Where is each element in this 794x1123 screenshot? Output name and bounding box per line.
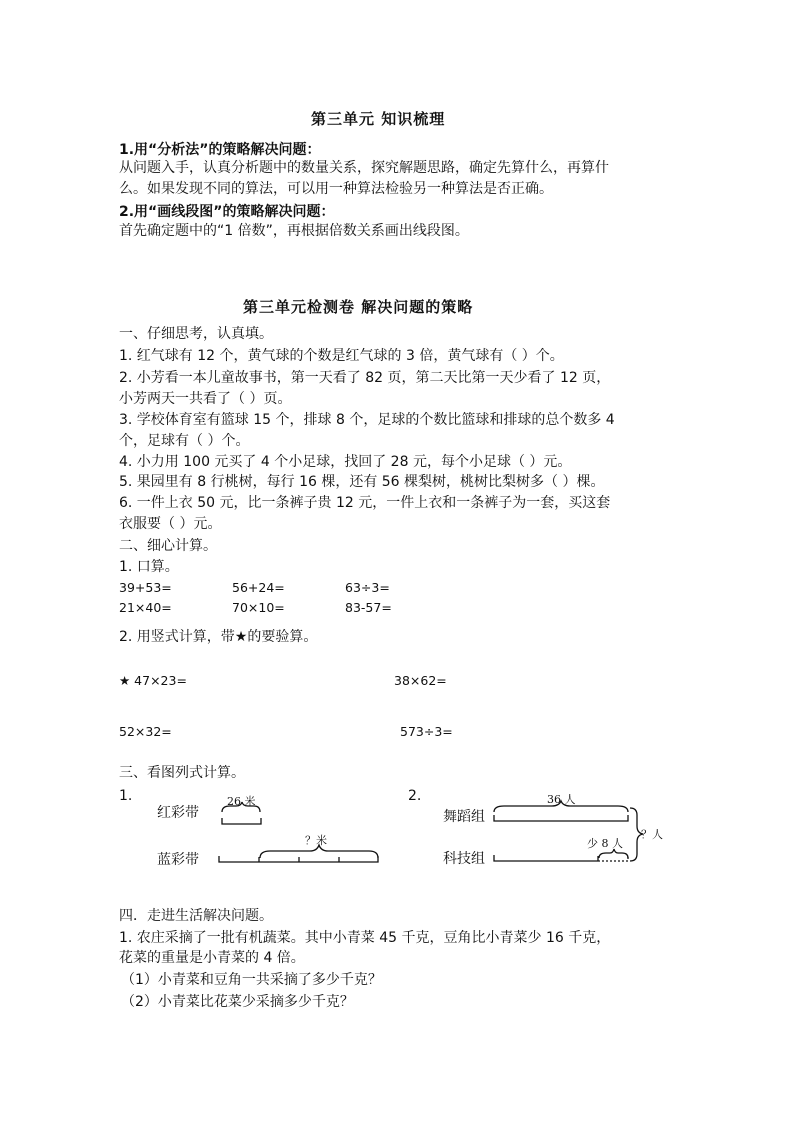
- blue-ribbon-question: ？米: [305, 834, 327, 847]
- knowledge-item1-text: 从问题入手，认真分析题中的数量关系，探究解题思路，确定先算什么，再算什: [119, 160, 609, 176]
- section4-heading: 四．走进生活解决问题。: [119, 908, 273, 924]
- oral-calc-heading: 1. 口算。: [119, 559, 179, 575]
- test-title: 第三单元检测卷 解决问题的策略: [243, 298, 474, 316]
- problem-line: 花菜的重量是小青菜的 4 倍。: [119, 950, 305, 966]
- total-brace: [630, 808, 643, 861]
- knowledge-item1-heading: 1.用“分析法”的策略解决问题：: [119, 142, 321, 158]
- section2-heading: 二、细心计算。: [119, 538, 217, 554]
- problem-line: 1. 农庄采摘了一批有机蔬菜。其中小青菜 45 千克，豆角比小青菜少 16 千克，: [119, 930, 611, 946]
- question-line: 3. 学校体育室有篮球 15 个，排球 8 个，足球的个数比篮球和排球的总个数多 4: [119, 412, 615, 428]
- difference-brace: [599, 849, 628, 858]
- tech-group-dashed: [598, 855, 628, 861]
- question-line: 小芳两天一共看了（ ）页。: [119, 391, 292, 407]
- question-line: 5. 果园里有 8 行桃树，每行 16 棵，还有 56 棵梨树，桃树比梨树多（ ）棵。: [119, 474, 605, 490]
- dance-group-count: 36 人: [547, 793, 576, 806]
- knowledge-title: 第三单元 知识梳理: [311, 110, 446, 128]
- knowledge-item2-heading: 2.用“画线段图”的策略解决问题：: [119, 204, 335, 220]
- dance-group-segment: [494, 815, 628, 821]
- oral-calc-item: 56+24=: [232, 580, 285, 595]
- question-line: 个，足球有（ ）个。: [119, 433, 250, 449]
- figure1-number: 1.: [119, 788, 133, 804]
- oral-calc-item: 21×40=: [119, 600, 172, 615]
- oral-calc-item: 63÷3=: [345, 580, 390, 595]
- question-line: 衣服要（ ）元。: [119, 516, 222, 532]
- vertical-calc-item: ★ 47×23=: [119, 673, 187, 688]
- oral-calc-item: 83-57=: [345, 600, 392, 615]
- vertical-calc-heading: 2. 用竖式计算，带★的要验算。: [119, 629, 318, 645]
- red-ribbon-length: 26 米: [227, 795, 256, 808]
- dance-group-label: 舞蹈组: [443, 809, 485, 825]
- tech-group-segment: [494, 855, 598, 861]
- dance-group-brace: [494, 801, 628, 812]
- tech-group-difference: 少 8 人: [587, 837, 623, 850]
- vertical-calc-item: 52×32=: [119, 724, 172, 739]
- problem-subquestion: （2）小青菜比花菜少采摘多少千克？: [121, 994, 354, 1010]
- question-line: 4. 小力用 100 元买了 4 个小足球，找回了 28 元，每个小足球（ ）元。: [119, 454, 572, 470]
- knowledge-item2-text: 首先确定题中的“1 倍数”，再根据倍数关系画出线段图。: [119, 223, 469, 239]
- tech-group-label: 科技组: [443, 851, 485, 867]
- question-line: 2. 小芳看一本儿童故事书，第一天看了 82 页，第二天比第一天少看了 12 页，: [119, 370, 611, 386]
- knowledge-item1-text: 么。如果发现不同的算法，可以用一种算法检验另一种算法是否正确。: [119, 181, 553, 197]
- problem-subquestion: （1）小青菜和豆角一共采摘了多少千克？: [121, 972, 382, 988]
- section1-heading: 一、仔细思考，认真填。: [119, 326, 273, 342]
- oral-calc-item: 39+53=: [119, 580, 172, 595]
- blue-ribbon-label: 蓝彩带: [157, 852, 199, 868]
- vertical-calc-item: 573÷3=: [400, 724, 453, 739]
- question-line: 6. 一件上衣 50 元，比一条裤子贵 12 元，一件上衣和一条裤子为一套，买这套: [119, 495, 611, 511]
- vertical-calc-item: 38×62=: [394, 673, 447, 688]
- total-question: ？人: [641, 828, 663, 841]
- section3-heading: 三、看图列式计算。: [119, 765, 245, 781]
- oral-calc-item: 70×10=: [232, 600, 285, 615]
- question-line: 1. 红气球有 12 个，黄气球的个数是红气球的 3 倍，黄气球有（ ）个。: [119, 348, 564, 364]
- red-ribbon-label: 红彩带: [157, 805, 199, 821]
- figure2-number: 2.: [408, 788, 422, 804]
